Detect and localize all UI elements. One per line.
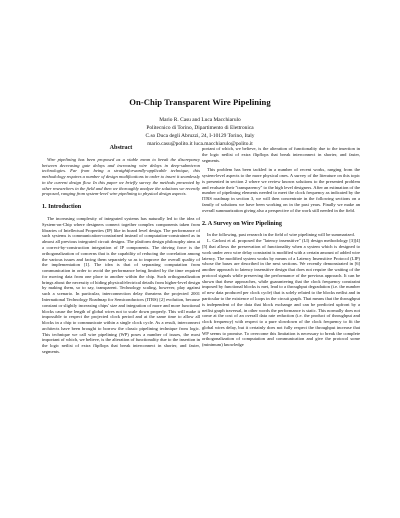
right-column (202, 0, 360, 348)
affiliation: Politecnico di Torino, Dipartimento di Elettronica (146, 125, 254, 131)
abstract-heading: Abstract (109, 145, 133, 151)
abstract-text: Wire pipelining has been proposed as a viable mean to break the discrepancy between decreasing gate delays and increasing wire delays in deep-submicron technologies. Far from being a straightforwardly-applicable technique, this methodology requires a number of design modifications in order to insert it seamlessly in the current design flow. In this paper we briefly survey the methods presented by other researchers in the field and then we thoroughly analyze the solutions we recently proposed, ranging from system-level wire pipelining to physical design aspects. (42, 156, 200, 197)
introduction-heading: 1. Introduction (42, 204, 82, 211)
authors: Mario R. Casu and Luca Macchiarulo (159, 117, 241, 123)
address: C.so Duca degli Abruzzi, 24, I-10129 Torino, Italy (145, 133, 255, 139)
survey-heading: 2. A Survey on Wire Pipelining (202, 220, 282, 227)
introduction-section (42, 205, 200, 355)
survey-overview-text: This problem has been tackled in a number of recent works, ranging from the system-level aspects to the more physical ones. A survey of the literature on this topic is presented in section 2 where we review known solutions to the presented problem and evaluate their "transparency" to the high level designers. After an estimation of the number of pipelining elements needed to meet the clock frequency as indicated by the ITRS roadmap in section 3, we will then concentrate in the following sections on a family of solutions we have been working on in the past years. Finally we make an overall summarization giving also a perspective of the work still needed in the field. (202, 167, 360, 213)
paper-title: On-Chip Transparent Wire Pipelining (129, 97, 271, 107)
continuation-text: portant of which, we believe, is the alteration of functionality due to the insertion in the logic netlist of extra flipflops that break interconnect in shorter, and faster, segments. (202, 146, 360, 163)
abstract-section (42, 146, 200, 197)
survey-body-text: L. Carloni et al. proposed the "latency insensitive" (LI) design methodology [3][4][5] that allows the preservation of functionality when a system which is designed to work under zero wire delay constraint is modified with a certain amount of added wire latency. The modified system works by means of a Latency Insensitive Protocol (LIP) whose the bases are described in the next sections. We recently demonstrated in [6] another approach to latency insensitive design that does not require the waiting of the protocol signals while preserving the performance of the previous approach. It can be shown that these approaches, while guaranteeing that the clock frequency constraint imposed by functional blocks is met, lead to a throughput degradation (i.e. the number of new data produced per clock cycle) that is solely related to the blocks netlist and in particular to the existence of loops in the circuit graph. That means that the throughput is independent of the data that block exchange and can be predicted upfront by a netlist graph traversal, in other words the performance is static. This normally does not come at the cost of an overall data rate reduction (i.e. the product of throughput and clock frequency) with respect to a pure slowdown of the clock frequency to fit the global wires delay, but it certainly does not fully respect the throughput increase that WP seems to promise. To overcome this limitation is necessary to break the complete orthogonalization of computation and communication and give the protocol some (minimum) knowledge (202, 238, 360, 348)
introduction-text: The increasing complexity of integrated systems has naturally led to the idea of System-on-Chip where designers connect together complex components taken from libraries of Intellectual Properties (IP) like in board level design. The performance of such systems is communication-constrained instead of computation-constrained as in almost all previous integrated circuit designs. The platform design philosophy aims at a correct-by-construction integration of IP components. The driving force is the orthogonalization of concerns that is the capability of reducing the correlation among the various issues and facing them separately so as to improve the overall quality of the implementation [1]. The idea is that of separating computation from communication in order to avoid the performance being limited by the time required for moving data from one place to another within the chip. Such orthogonalization brings about the necessity of hiding physical/electrical details from higher-level design by making them, so to say, transparent. Technology scaling, however, play against such a scenario. In particular, interconnection delay threatens the projected 2001 International Technology Roadmap for Semiconductors (ITRS) [2] evolution, because constant or slightly increasing chips' size and integration of more and more functional blocks cause the length of global wires not to scale down properly. This will make it impossible to respect the projected clock period and at the same time to allow all blocks in a chip to communicate within a single clock cycle. As a result, interconnect architects have been brought to borrow the classic pipelining technique from logic. This technique we call wire pipelining (WP) poses a number of issues, the most important of which, we believe, is the alteration of functionality due to the insertion in the logic netlist of extra flipflops that break interconnect in shorter, and faster, segments. (42, 216, 200, 354)
left-column (42, 146, 200, 355)
emails: mario.casu@polito.it luca.macchiarulo@polito.it (147, 141, 253, 147)
survey-intro-text: In the following, past research in the field of wire pipelining will be summarized. (207, 232, 355, 238)
